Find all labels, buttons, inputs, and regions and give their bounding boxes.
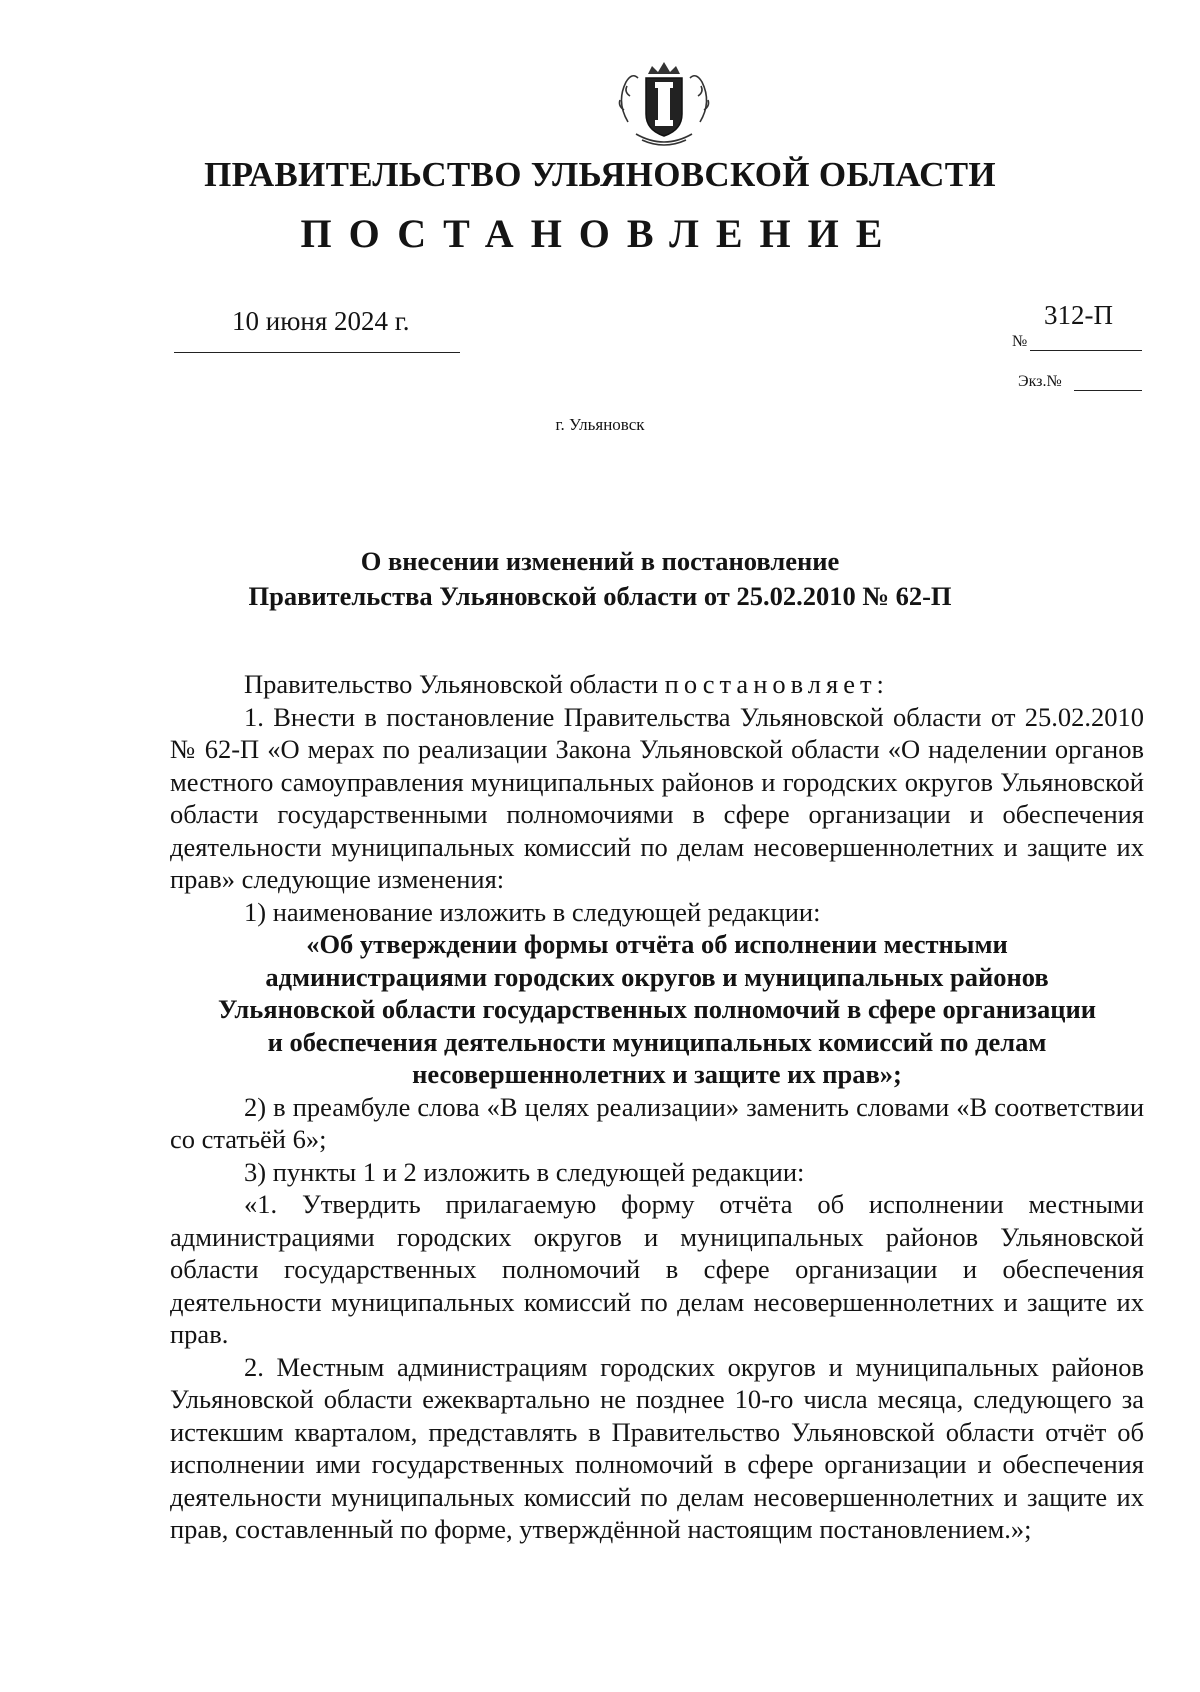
document-body xyxy=(170,668,1144,1546)
date-underline xyxy=(174,352,460,353)
organization-title: ПРАВИТЕЛЬСТВО УЛЬЯНОВСКОЙ ОБЛАСТИ xyxy=(204,155,996,194)
new-title-line-3: Ульяновской области государственных полномочий в сфере организации xyxy=(217,994,1097,1024)
document-date: 10 июня 2024 г. xyxy=(232,306,410,336)
copy-number-label: Экз.№ xyxy=(1018,373,1062,390)
paragraph-5: «1. Утвердить прилагаемую форму отчёта об исполнении местными администрациями городских округов и муниципальных районов Ульяновской области государственных полномочий в сфере организации и обеспечения деятельности муниципальных комиссий по делам несовершеннолетних и защите их прав. xyxy=(170,1189,1144,1349)
document-type: ПОСТАНОВЛЕНИЕ xyxy=(300,211,900,256)
copy-number-underline xyxy=(1074,390,1142,391)
paragraph-2: 1) наименование изложить в следующей редакции: xyxy=(244,896,821,927)
coat-of-arms-icon xyxy=(608,52,720,152)
new-title-line-4: и обеспечения деятельности муниципальных комиссий по делам xyxy=(267,1026,1047,1057)
intro-start: Правительство Ульяновской области xyxy=(244,669,665,699)
document-number: 312-П xyxy=(1044,300,1113,330)
intro-paragraph xyxy=(170,668,1144,701)
paragraph-6: 2. Местным администрациям городских округов и муниципальных районов Ульяновской области ежеквартально не позднее 10-го числа месяца, следующего за истекшим кварталом, представлять в Правительство Ульяновской области отчёт об исполнении ими государственных полномочий в сфере организации и обеспечения деятельности муниципальных комиссий по делам несовершеннолетних и защите их прав, составленный по форме, утверждённой настоящим постановлением.»; xyxy=(170,1351,1144,1544)
number-label: № xyxy=(1012,333,1028,350)
paragraph-4: 3) пункты 1 и 2 изложить в следующей редакции: xyxy=(244,1156,805,1187)
new-title-line-1: «Об утверждении формы отчёта об исполнении местными xyxy=(306,929,1008,959)
subject-line-1: О внесении изменений в постановление xyxy=(360,546,840,576)
paragraph-1: 1. Внести в постановление Правительства Ульяновской области от 25.02.2010 № 62-П «О мерах по реализации Закона Ульяновской области «О наделении органов местного самоуправления муниципальных районов и городских округов Ульяновской области государственными полномочиями в сфере организации и обеспечения деятельности муниципальных комиссий по делам несовершеннолетних и защите их прав» следующие изменения: xyxy=(170,701,1144,894)
document-subject xyxy=(0,544,1200,614)
new-title-line-2: администрациями городских округов и муниципальных районов xyxy=(265,961,1049,992)
new-title-line-5: несовершеннолетних и защите их прав»; xyxy=(412,1059,902,1089)
number-underline xyxy=(1030,350,1142,351)
intro-end: : xyxy=(876,669,884,699)
paragraph-3: 2) в преамбуле слова «В целях реализации» заменить словами «В соответствии со статьёй 6»; xyxy=(170,1091,1144,1154)
city: г. Ульяновск xyxy=(555,415,645,434)
subject-line-2: Правительства Ульяновской области от 25.02.2010 № 62-П xyxy=(248,581,952,611)
intro-verb: постановляет xyxy=(664,669,877,699)
